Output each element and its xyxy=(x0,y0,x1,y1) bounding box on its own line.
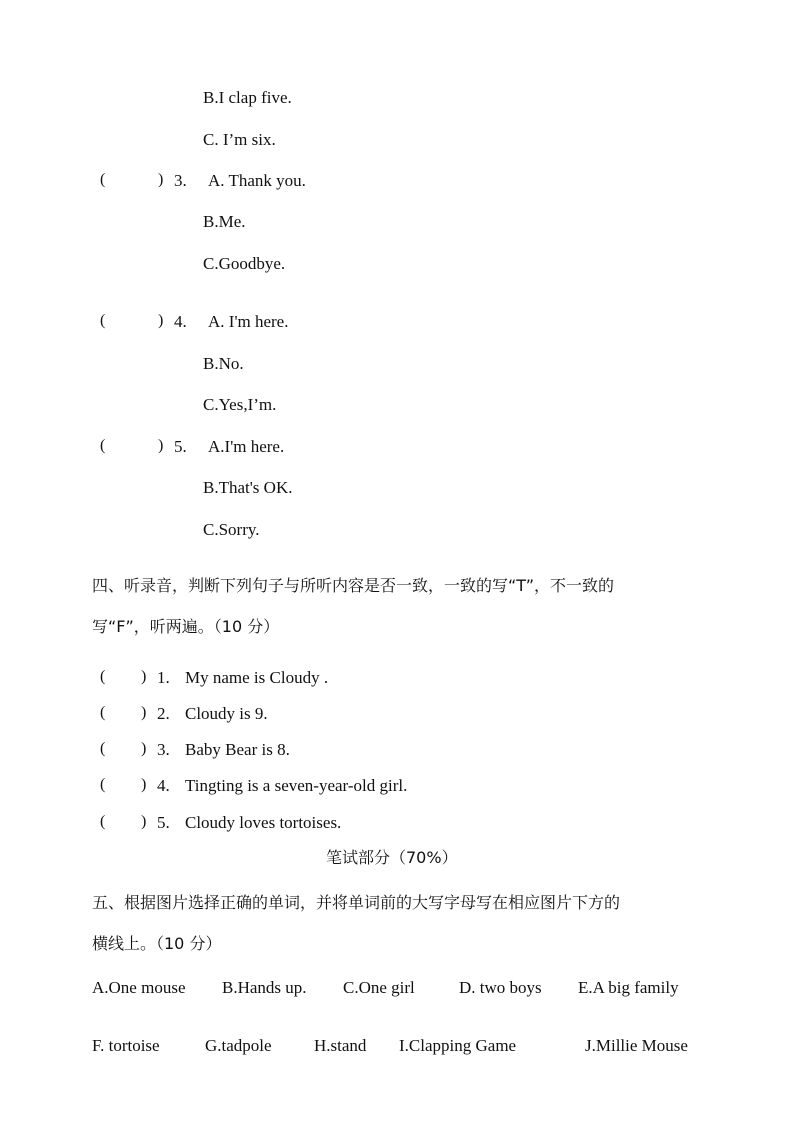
tf3-paren-open: ( xyxy=(100,740,106,757)
word-option-d: D. two boys xyxy=(459,978,542,997)
tf5-paren-open: ( xyxy=(100,813,106,830)
word-option-g: G.tadpole xyxy=(205,1036,272,1055)
word-option-h: H.stand xyxy=(314,1036,367,1055)
tf3-paren-close: ) xyxy=(141,740,147,757)
q4-option-b: B.No. xyxy=(203,354,244,373)
tf4-statement: Tingting is a seven-year-old girl. xyxy=(185,776,408,795)
q3-paren-open: ( xyxy=(100,171,106,188)
q5-paren-open: ( xyxy=(100,437,106,454)
tf5-statement: Cloudy loves tortoises. xyxy=(185,813,342,832)
tf3-number: 3. xyxy=(157,740,170,759)
tf2-statement: Cloudy is 9. xyxy=(185,704,268,723)
word-option-f: F. tortoise xyxy=(92,1036,160,1055)
q3-option-c: C.Goodbye. xyxy=(203,254,286,273)
section5-title-line1: 五、根据图片选择正确的单词，并将单词前的大写字母写在相应图片下方的 xyxy=(92,893,621,912)
q5-option-a: A.I'm here. xyxy=(208,437,285,456)
tf2-paren-close: ) xyxy=(141,704,147,721)
tf5-paren-close: ) xyxy=(141,813,147,830)
word-option-i: I.Clapping Game xyxy=(399,1036,517,1055)
tf1-paren-close: ) xyxy=(141,668,147,685)
section4-title-line2: 写“F”，听两遍。（10 分） xyxy=(92,617,280,636)
tf3-statement: Baby Bear is 8. xyxy=(185,740,290,759)
q5-option-c: C.Sorry. xyxy=(203,520,260,539)
written-part-title: 笔试部分（70%） xyxy=(326,848,458,867)
word-option-b: B.Hands up. xyxy=(222,978,307,997)
tf2-number: 2. xyxy=(157,704,170,723)
q5-number: 5. xyxy=(174,437,187,456)
q5-paren-close: ) xyxy=(158,437,164,454)
q3-number: 3. xyxy=(174,171,187,190)
q3-option-a: A. Thank you. xyxy=(208,171,306,190)
tf5-number: 5. xyxy=(157,813,170,832)
section5-title-line2: 横线上。（10 分） xyxy=(92,934,222,953)
q4-number: 4. xyxy=(174,312,187,331)
word-option-e: E.A big family xyxy=(578,978,679,997)
q4-paren-close: ) xyxy=(158,312,164,329)
q4-paren-open: ( xyxy=(100,312,106,329)
word-option-j: J.Millie Mouse xyxy=(585,1036,688,1055)
q4-option-a: A. I'm here. xyxy=(208,312,289,331)
q5-option-b: B.That's OK. xyxy=(203,478,293,497)
tf1-number: 1. xyxy=(157,668,170,687)
q3-option-b: B.Me. xyxy=(203,212,246,231)
tf4-paren-close: ) xyxy=(141,776,147,793)
tf4-paren-open: ( xyxy=(100,776,106,793)
tf1-statement: My name is Cloudy . xyxy=(185,668,329,687)
tf4-number: 4. xyxy=(157,776,170,795)
tf2-paren-open: ( xyxy=(100,704,106,721)
q4-option-c: C.Yes,I’m. xyxy=(203,395,277,414)
tf1-paren-open: ( xyxy=(100,668,106,685)
q2-option-b: B.I clap five. xyxy=(203,88,292,107)
word-option-c: C.One girl xyxy=(343,978,415,997)
q2-option-c: C. I’m six. xyxy=(203,130,276,149)
word-option-a: A.One mouse xyxy=(92,978,186,997)
section4-title-line1: 四、听录音，判断下列句子与所听内容是否一致，一致的写“T”，不一致的 xyxy=(92,576,615,595)
q3-paren-close: ) xyxy=(158,171,164,188)
